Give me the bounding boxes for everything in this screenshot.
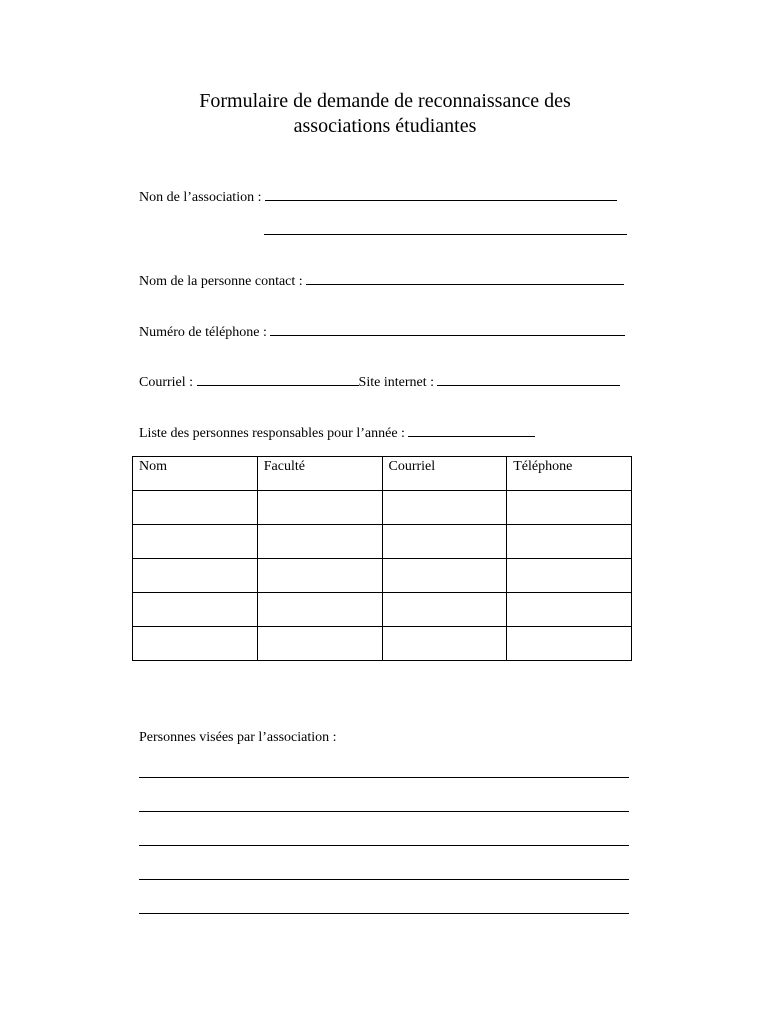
table-cell[interactable] [382,593,507,627]
contact-person-field[interactable] [306,271,624,285]
table-cell[interactable] [507,627,632,661]
website-field[interactable] [437,372,620,386]
target-row [139,729,337,747]
table-cell[interactable] [257,559,382,593]
association-name-label: Non de l’association : [139,190,262,205]
table-row [133,559,632,593]
table-cell[interactable] [382,559,507,593]
contact-person-row [139,271,624,291]
table-cell[interactable] [507,559,632,593]
table-row [133,525,632,559]
table-cell[interactable] [382,491,507,525]
table-cell[interactable] [257,627,382,661]
target-blank-line[interactable] [139,879,629,880]
table-cell[interactable] [257,593,382,627]
table-row [133,627,632,661]
responsables-year-field[interactable] [408,423,535,437]
target-label: Personnes visées par l’association : [139,730,337,745]
form-title-line-2: associations étudiantes [293,115,477,137]
contact-person-label: Nom de la personne contact : [139,274,303,289]
table-row [133,593,632,627]
form-title [100,89,670,139]
table-cell[interactable] [257,491,382,525]
email-field[interactable] [197,372,359,386]
table-cell[interactable] [133,593,258,627]
target-blank-line[interactable] [139,811,629,812]
table-cell[interactable] [382,627,507,661]
form-title-line-1: Formulaire de demande de reconnaissance des [199,90,571,112]
table-cell[interactable] [133,559,258,593]
header-faculte: Faculté [257,457,382,491]
header-courriel: Courriel [382,457,507,491]
table-cell[interactable] [133,491,258,525]
table-row [133,491,632,525]
table-cell[interactable] [507,525,632,559]
table-cell[interactable] [507,593,632,627]
association-name-field-continued[interactable] [264,234,627,235]
target-blank-line[interactable] [139,845,629,846]
table-cell[interactable] [382,525,507,559]
table-cell[interactable] [507,491,632,525]
header-telephone: Téléphone [507,457,632,491]
responsables-table [132,456,632,661]
email-label: Courriel : [139,375,194,390]
responsables-label: Liste des personnes responsables pour l’année : [139,426,405,441]
table-body [133,491,632,661]
association-name-field[interactable] [265,187,617,201]
table-cell[interactable] [257,525,382,559]
target-blank-line[interactable] [139,913,629,914]
table-cell[interactable] [133,627,258,661]
phone-label: Numéro de téléphone : [139,325,267,340]
responsables-row [139,423,535,443]
website-label: Site internet : [358,375,434,390]
email-website-row [139,372,620,392]
table-cell[interactable] [133,525,258,559]
association-name-row [139,187,617,207]
phone-row [139,322,625,342]
table-header-row [133,457,632,491]
phone-field[interactable] [270,322,625,336]
target-blank-line[interactable] [139,777,629,778]
header-nom: Nom [133,457,258,491]
